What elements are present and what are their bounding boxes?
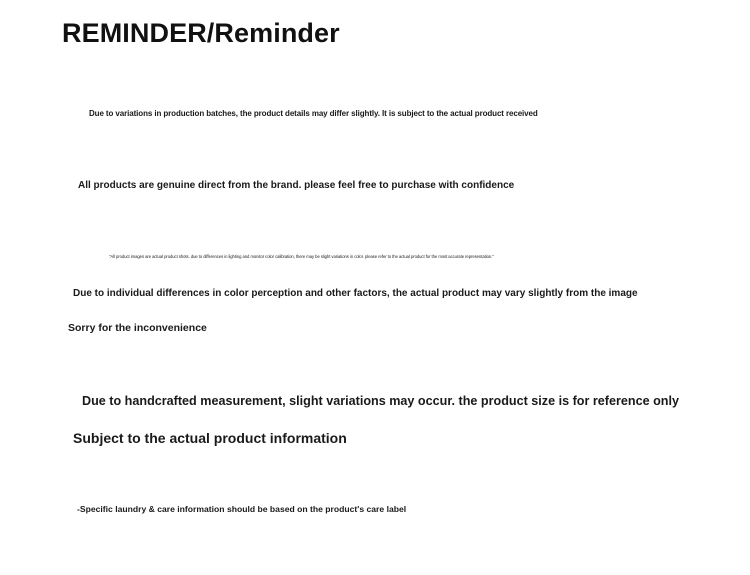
notice-laundry-care: -Specific laundry & care information should be based on the product's care label [77, 504, 407, 514]
notice-actual-product-shots: "All product images are actual product shots. due to differences in lighting and monitor color calibration, there may be slight variations in color. please refer to the actual product for the most accurate representation." [109, 254, 494, 259]
notice-subject-to-actual: Subject to the actual product information [73, 430, 347, 446]
notice-batch-variation: Due to variations in production batches, the product details may differ slightly. It is subject to the actual product received [89, 109, 538, 118]
notice-apology: Sorry for the inconvenience [68, 322, 207, 334]
page-title: REMINDER/Reminder [62, 18, 340, 48]
notice-color-perception: Due to individual differences in color perception and other factors, the actual product may vary slightly from the image [73, 288, 638, 299]
notice-genuine-products: All products are genuine direct from the brand. please feel free to purchase with confidence [78, 180, 515, 191]
notice-handcrafted-measurement: Due to handcrafted measurement, slight variations may occur. the product size is for reference only [82, 394, 679, 408]
